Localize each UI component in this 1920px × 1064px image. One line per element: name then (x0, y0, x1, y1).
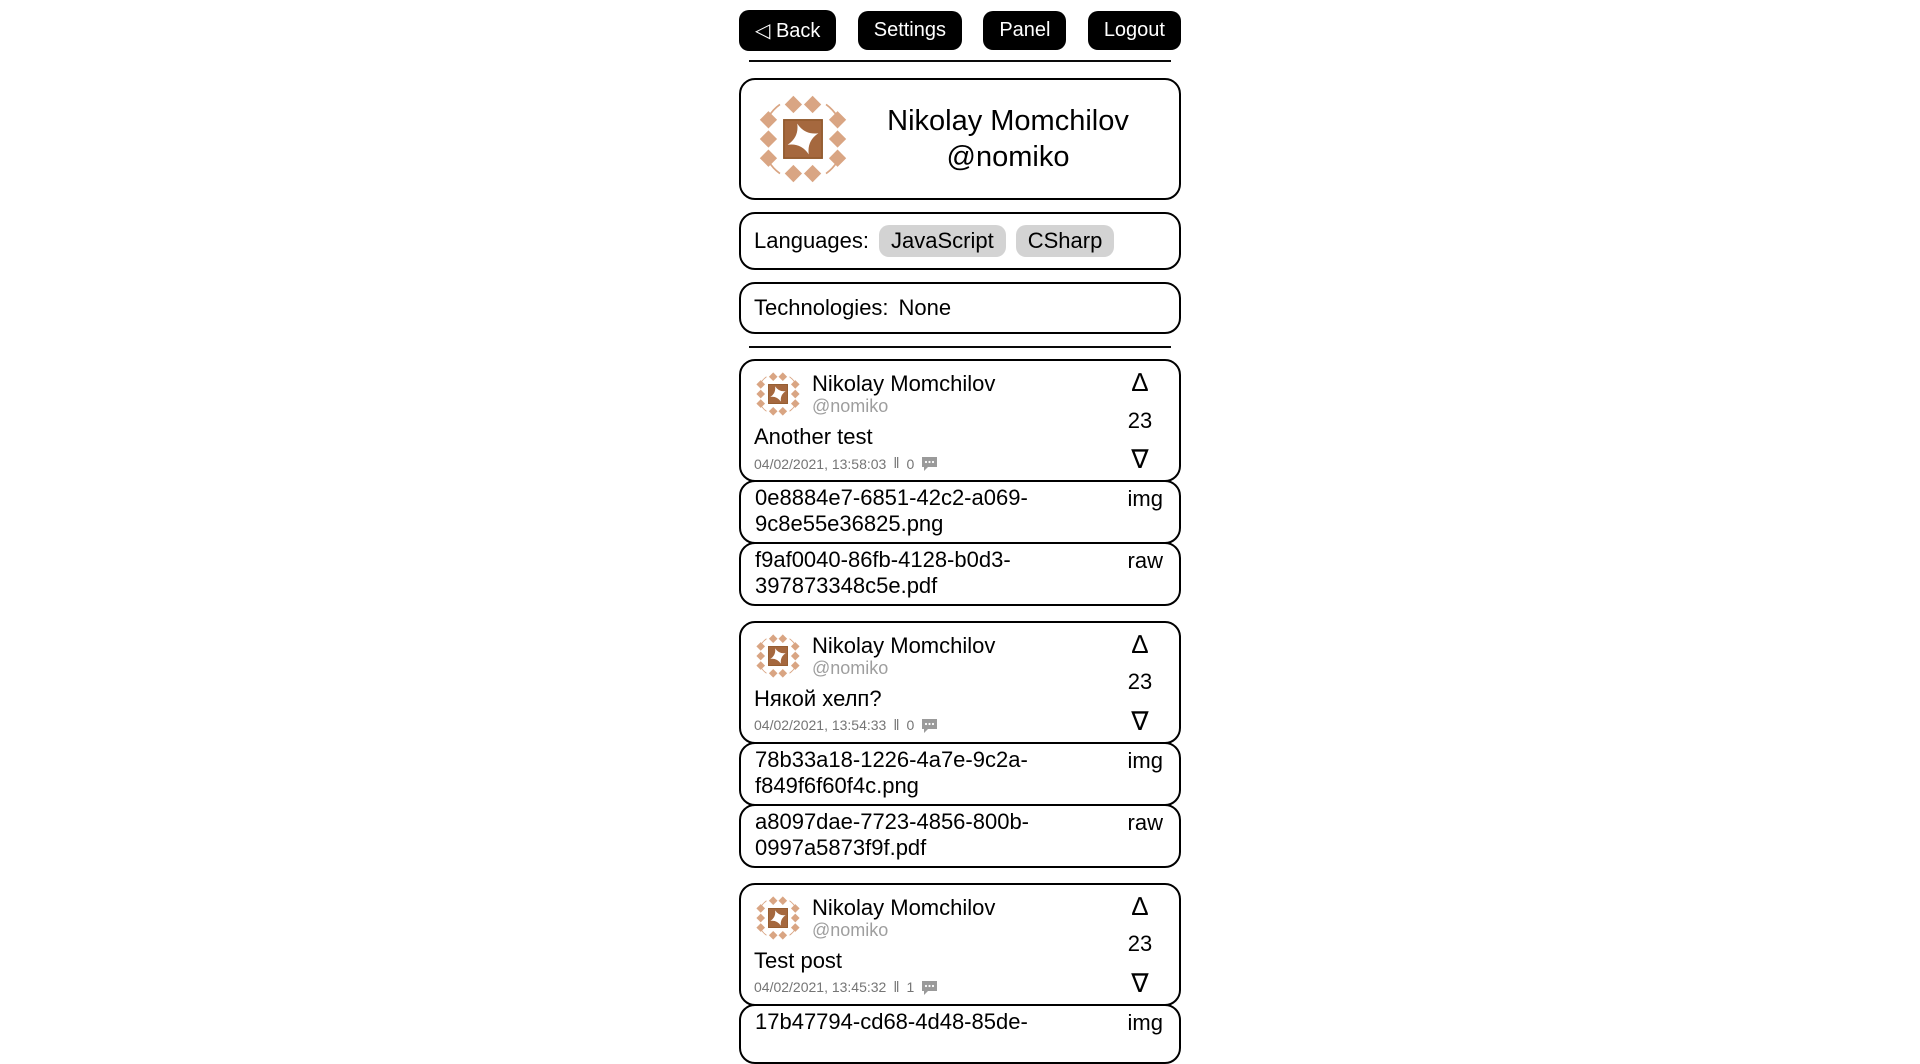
profile-names (851, 103, 1165, 176)
post-avatar-icon (754, 370, 802, 418)
attachment-filename: 78b33a18-1226-4a7e-9c2a-f849f6f60f4c.png (755, 746, 1028, 798)
languages-card (739, 212, 1181, 270)
divider (749, 60, 1171, 62)
post-author-handle: @nomiko (812, 396, 889, 417)
language-tag: CSharp (1016, 225, 1115, 257)
content-column (739, 0, 1181, 1064)
comment-icon (921, 980, 938, 995)
back-button[interactable]: ◁ Back (739, 10, 836, 51)
panel-button[interactable]: Panel (983, 11, 1066, 50)
separator: ‖ (893, 716, 900, 734)
profile-handle: @nomiko (946, 141, 1070, 173)
vote-column (1119, 890, 1161, 998)
post-card (739, 621, 1181, 868)
vote-column (1119, 369, 1161, 472)
post-author-row (754, 370, 1099, 418)
post-author-name: Nikolay Momchilov (812, 371, 996, 396)
attachment-row[interactable] (739, 1004, 1181, 1064)
technologies-value: None (898, 295, 952, 320)
post-author-handle: @nomiko (812, 919, 889, 940)
post-title: Някой хелп? (754, 685, 882, 711)
attachment-type: raw (1127, 809, 1163, 835)
attachment-type: img (1127, 486, 1163, 511)
vote-count: 23 (1127, 931, 1153, 957)
attachment-row[interactable] (739, 804, 1181, 868)
upvote-button[interactable]: ∆ (1132, 367, 1148, 397)
attachment-filename: 0e8884e7-6851-42c2-a069-9c8e55e36825.png (755, 485, 1028, 536)
post-author-name: Nikolay Momchilov (812, 894, 996, 920)
post-card (739, 359, 1181, 606)
post-meta (754, 717, 1099, 734)
post-title: Another test (754, 424, 873, 449)
vote-count: 23 (1127, 407, 1153, 433)
downvote-button[interactable]: ∇ (1131, 705, 1149, 736)
languages-label: Languages: (754, 228, 869, 253)
comment-count: 0 (906, 717, 915, 734)
post-timestamp: 04/02/2021, 13:45:32 (754, 979, 887, 996)
attachment-filename: 17b47794-cd68-4d48-85de- (755, 1008, 1028, 1034)
technologies-card (739, 282, 1181, 334)
separator: ‖ (893, 978, 900, 996)
post-main[interactable] (739, 621, 1181, 744)
attachment-filename: f9af0040-86fb-4128-b0d3-397873348c5e.pdf (755, 546, 1011, 598)
upvote-button[interactable]: ∆ (1132, 890, 1148, 921)
post-main[interactable] (739, 883, 1181, 1006)
vote-column (1119, 628, 1161, 736)
language-tag: JavaScript (879, 225, 1006, 257)
post-meta (754, 979, 1099, 996)
comment-icon (921, 718, 938, 733)
post-avatar-icon (754, 894, 802, 942)
comment-icon (921, 456, 938, 471)
post-meta (754, 455, 1099, 472)
post-author-row (754, 894, 1099, 942)
post-card (739, 883, 1181, 1064)
toolbar (739, 10, 1181, 51)
post-avatar-icon (754, 632, 802, 680)
profile-avatar-icon (755, 91, 851, 187)
attachment-filename: a8097dae-7723-4856-800b-0997a5873f9f.pdf (755, 808, 1030, 860)
attachment-row[interactable] (739, 480, 1181, 544)
post-timestamp: 04/02/2021, 13:58:03 (754, 455, 887, 472)
separator: ‖ (893, 455, 900, 472)
post-author-name: Nikolay Momchilov (812, 632, 996, 658)
logout-button[interactable]: Logout (1088, 11, 1181, 50)
post-main[interactable] (739, 359, 1181, 482)
profile-card (739, 78, 1181, 200)
post-title: Test post (754, 947, 843, 973)
vote-count: 23 (1127, 669, 1153, 695)
settings-button[interactable]: Settings (858, 11, 962, 50)
attachment-type: img (1127, 1009, 1163, 1035)
post-timestamp: 04/02/2021, 13:54:33 (754, 717, 887, 734)
comment-count: 0 (906, 455, 915, 472)
downvote-button[interactable]: ∇ (1131, 967, 1149, 998)
divider (749, 346, 1171, 348)
attachment-type: img (1127, 747, 1163, 773)
upvote-button[interactable]: ∆ (1132, 628, 1148, 659)
technologies-label: Technologies: (754, 295, 889, 320)
attachment-row[interactable] (739, 742, 1181, 806)
attachment-type: raw (1127, 547, 1163, 573)
downvote-button[interactable]: ∇ (1131, 444, 1149, 474)
profile-name: Nikolay Momchilov (887, 104, 1129, 137)
post-author-row (754, 632, 1099, 680)
comment-count: 1 (906, 979, 915, 996)
attachment-row[interactable] (739, 542, 1181, 606)
post-author-handle: @nomiko (812, 658, 889, 679)
